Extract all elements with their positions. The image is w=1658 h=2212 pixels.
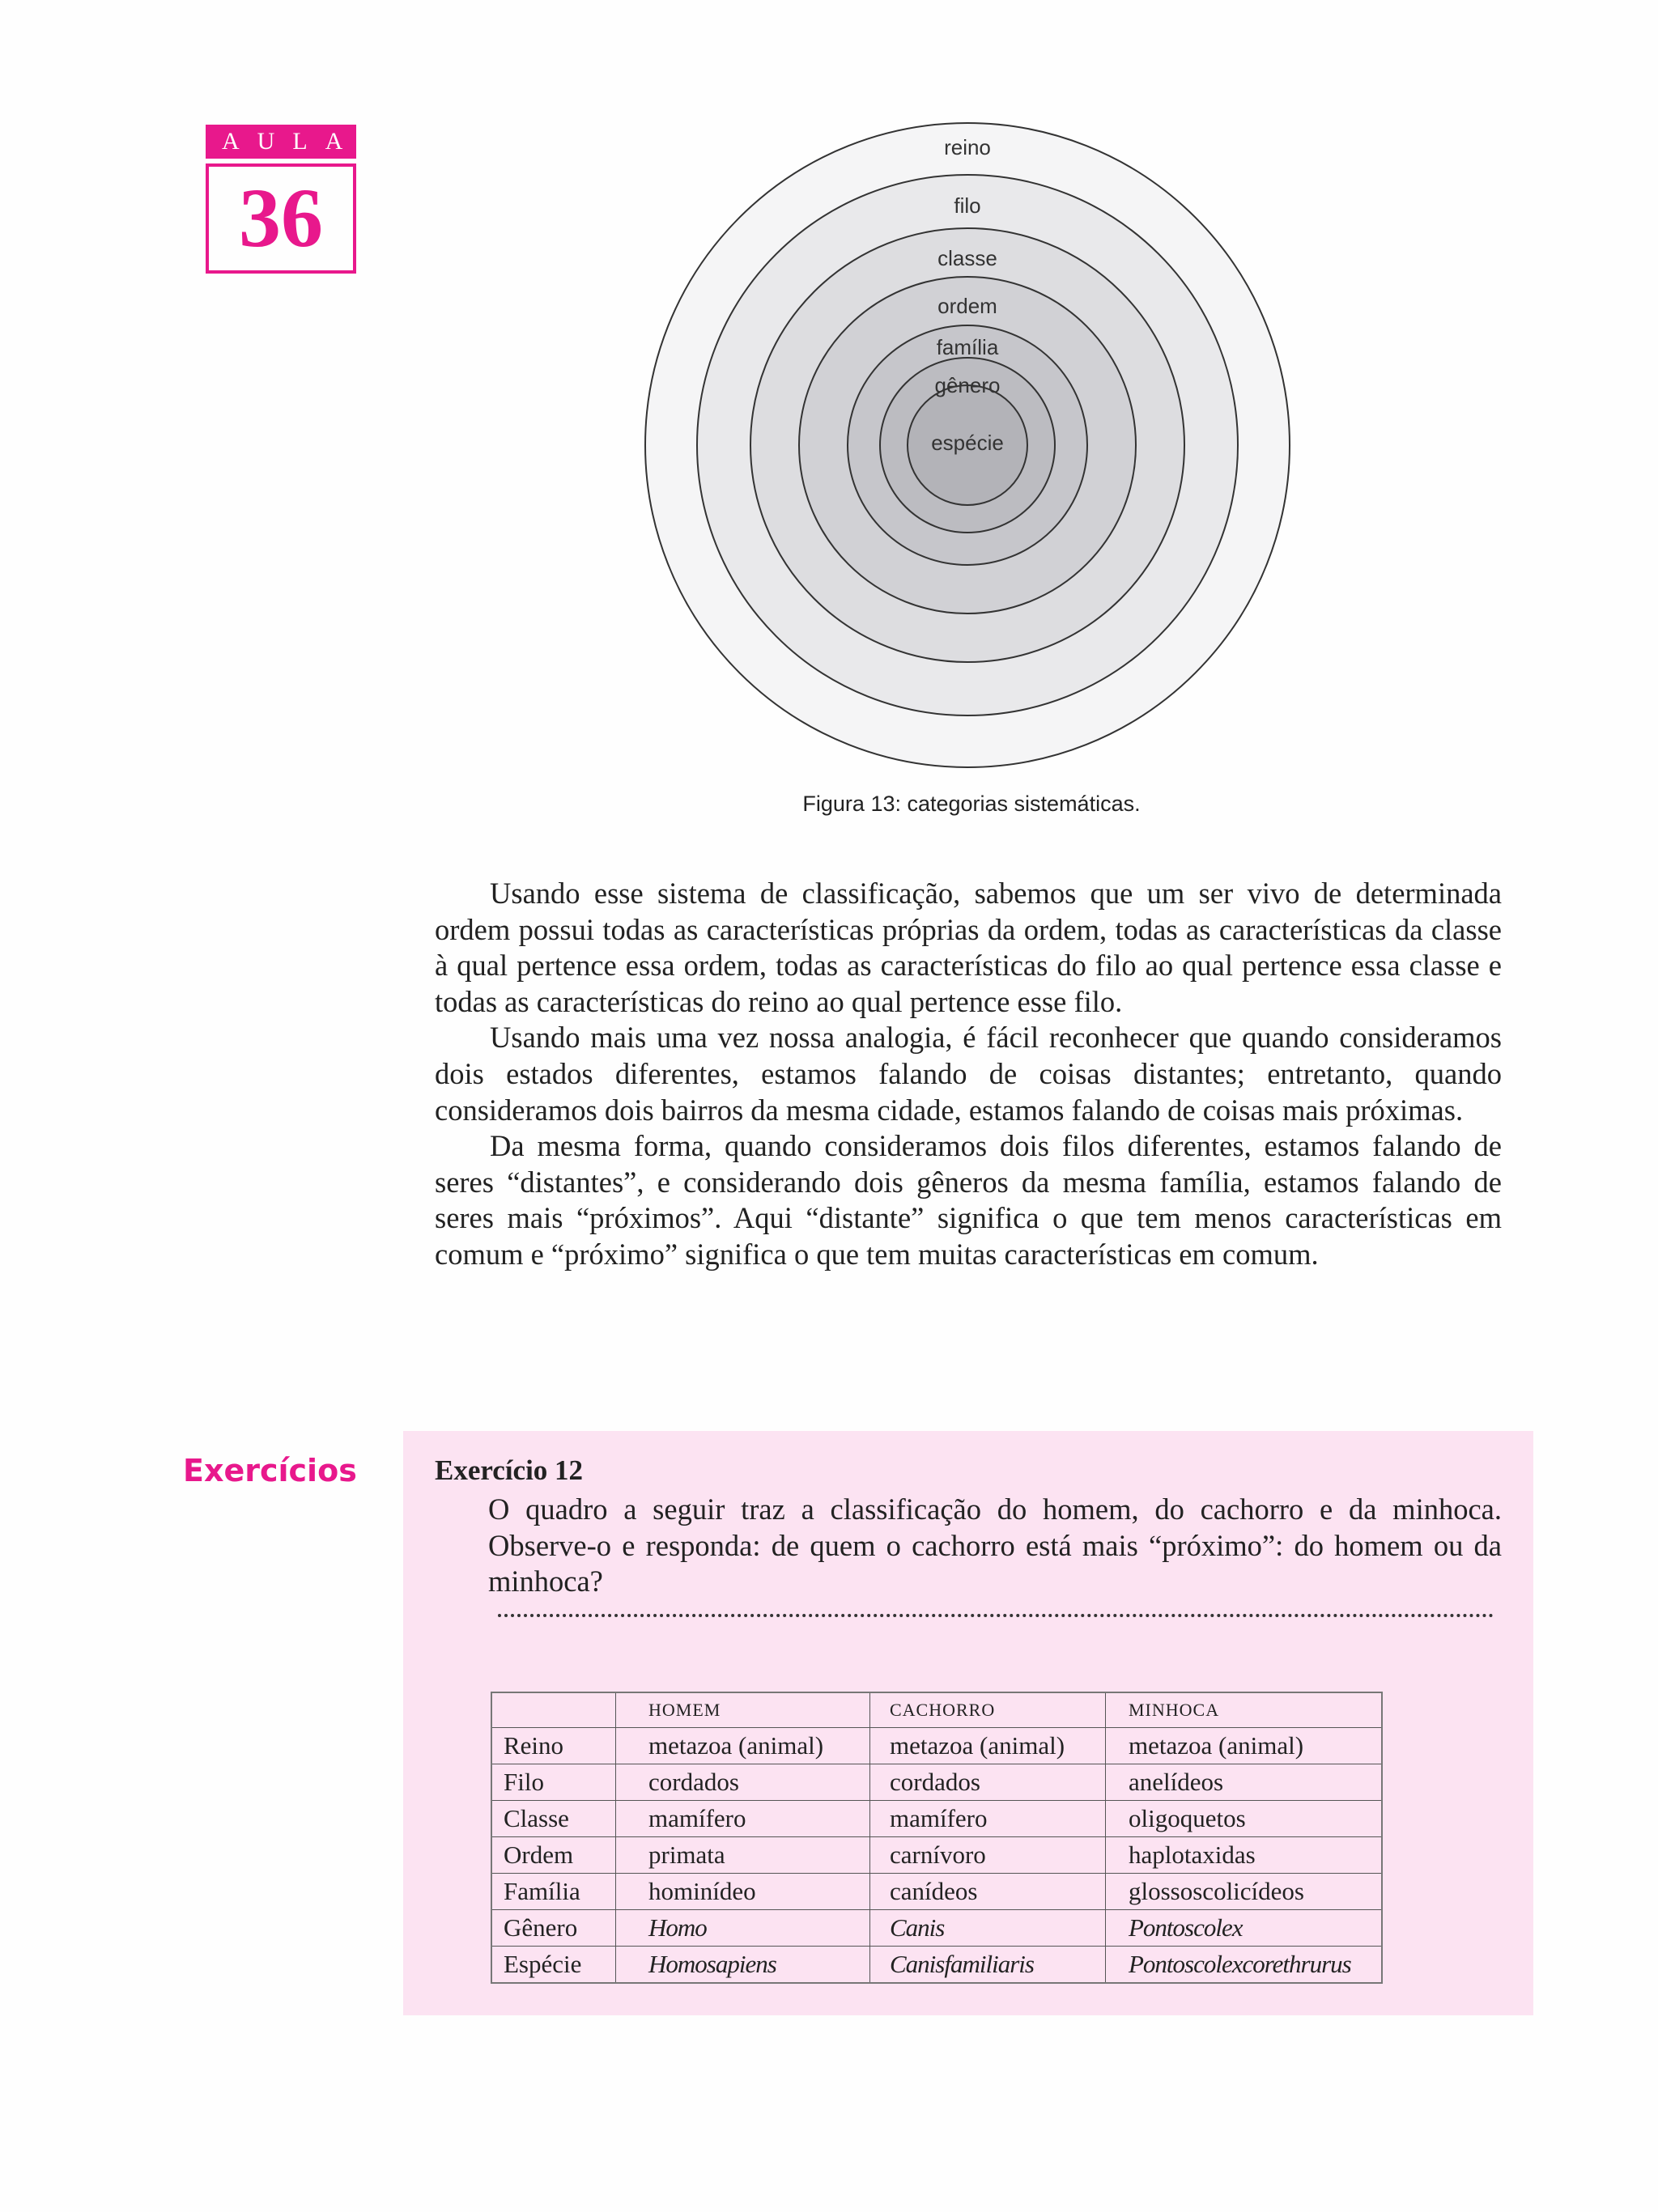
ring-label-reino: reino — [944, 135, 991, 159]
lesson-number: 36 — [206, 163, 356, 274]
table-cell: cordados — [870, 1764, 1106, 1801]
table-cell: Canisfamiliaris — [870, 1947, 1106, 1984]
table-cell: carnívoro — [870, 1837, 1106, 1874]
table-row — [491, 1801, 1382, 1837]
table-header-cell: MINHOCA — [1106, 1692, 1383, 1728]
table-cell: metazoa (animal) — [870, 1728, 1106, 1764]
table-cell: Homosapiens — [616, 1947, 870, 1984]
lesson-label: AULA — [206, 125, 356, 159]
ring-label-classe: classe — [937, 246, 997, 270]
table-row — [491, 1837, 1382, 1874]
systematic-categories-diagram — [644, 121, 1291, 769]
table-cell: oligoquetos — [1106, 1801, 1383, 1837]
body-text — [435, 876, 1502, 1273]
table-row — [491, 1910, 1382, 1947]
table-cell: Pontoscolexcorethrurus — [1106, 1947, 1383, 1984]
table-cell: canídeos — [870, 1874, 1106, 1910]
concentric-circles — [644, 121, 1291, 769]
table-cell: Família — [491, 1874, 616, 1910]
ring-label-ordem: ordem — [937, 294, 997, 318]
exercise-title: Exercício 12 — [435, 1454, 584, 1486]
ring-label-filo: filo — [954, 193, 981, 218]
table-cell: metazoa (animal) — [1106, 1728, 1383, 1764]
table-cell: Reino — [491, 1728, 616, 1764]
table-cell: Ordem — [491, 1837, 616, 1874]
table-cell: mamífero — [616, 1801, 870, 1837]
table-row — [491, 1764, 1382, 1801]
ring-label-genero: gênero — [934, 373, 1001, 397]
table-header-cell: CACHORRO — [870, 1692, 1106, 1728]
table-row — [491, 1947, 1382, 1984]
table-cell: haplotaxidas — [1106, 1837, 1383, 1874]
classification-table — [491, 1692, 1383, 1984]
table-cell: mamífero — [870, 1801, 1106, 1837]
table-header-cell: HOMEM — [616, 1692, 870, 1728]
table-row — [491, 1874, 1382, 1910]
exercise-question: O quadro a seguir traz a classificação do homem, do cachorro e da minhoca. Observe-o e responda: de quem o cachorro está mais “próximo”: do homem ou da minhoca? — [488, 1492, 1502, 1598]
table-cell: Espécie — [491, 1947, 616, 1984]
table-cell: glossoscolicídeos — [1106, 1874, 1383, 1910]
ring-label-familia: família — [936, 335, 999, 359]
exercises-heading: Exercícios — [183, 1453, 357, 1488]
paragraph: Usando mais uma vez nossa analogia, é fácil reconhecer que quando consideramos dois estados diferentes, estamos falando de coisas distantes; entretanto, quando consideramos dois bairros da mesma cidade, estamos falando de coisas mais próximas. — [435, 1021, 1502, 1127]
table-cell: cordados — [616, 1764, 870, 1801]
table-cell: Canis — [870, 1910, 1106, 1947]
lesson-badge — [206, 125, 361, 274]
paragraph: Usando esse sistema de classificação, sabemos que um ser vivo de determinada ordem possui todas as características próprias da ordem, todas as características da classe à qual pertence essa ordem, todas as características do filo ao qual pertence essa classe e todas as características do reino ao qual pertence esse filo. — [435, 877, 1502, 1018]
table-cell: Classe — [491, 1801, 616, 1837]
figure-caption: Figura 13: categorias sistemáticas. — [802, 792, 1141, 816]
table-header-cell — [491, 1692, 616, 1728]
table-cell: primata — [616, 1837, 870, 1874]
table-cell: Homo — [616, 1910, 870, 1947]
table-cell: metazoa (animal) — [616, 1728, 870, 1764]
table-cell: hominídeo — [616, 1874, 870, 1910]
table-row — [491, 1728, 1382, 1764]
ring-label-especie: espécie — [931, 431, 1004, 455]
table-cell: Pontoscolex — [1106, 1910, 1383, 1947]
table-cell: anelídeos — [1106, 1764, 1383, 1801]
table-cell: Filo — [491, 1764, 616, 1801]
answer-line[interactable] — [498, 1611, 1494, 1617]
table-header-row — [491, 1692, 1382, 1728]
table-cell: Gênero — [491, 1910, 616, 1947]
paragraph: Da mesma forma, quando consideramos dois filos diferentes, estamos falando de seres “distantes”, e considerando dois gêneros da mesma família, estamos falando de seres mais “próximos”. Aqui “distante” significa o que tem menos características em comum e “próximo” significa o que tem muitas características em comum. — [435, 1129, 1502, 1271]
